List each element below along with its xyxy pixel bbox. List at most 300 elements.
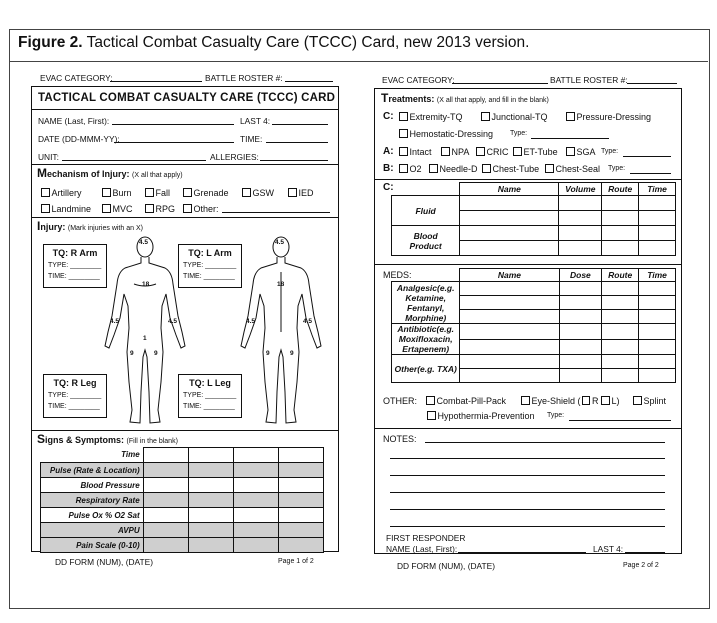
checkbox-icon[interactable] — [633, 396, 642, 405]
front-roster-field[interactable] — [285, 81, 333, 82]
moi-artillery-label: Artillery — [51, 188, 82, 198]
tq-r-leg-box[interactable] — [43, 374, 107, 418]
num-arm-front-l: 4.5 — [168, 318, 178, 325]
notes-line[interactable] — [390, 458, 665, 459]
meds-cell[interactable] — [602, 282, 639, 296]
figure-caption — [18, 34, 529, 52]
signs-cell[interactable] — [188, 448, 233, 463]
notes-line[interactable] — [425, 442, 665, 443]
signs-cell[interactable] — [233, 478, 278, 493]
injury-cap: I — [37, 219, 41, 233]
opt-needle-d[interactable] — [429, 164, 478, 174]
injury-heading — [37, 219, 143, 233]
meds-cell[interactable] — [639, 324, 676, 340]
signs-row-avpu — [41, 523, 324, 538]
opt-pressure-dressing[interactable] — [566, 112, 651, 122]
checkbox-icon[interactable] — [183, 204, 192, 213]
opt-hemostatic[interactable] — [399, 129, 493, 139]
signs-cell[interactable] — [143, 478, 188, 493]
meds-header-dose: Dose — [559, 269, 602, 282]
treat-rest: reatments: — [388, 94, 435, 104]
checkbox-icon[interactable] — [145, 188, 154, 197]
num-head-back: 4.5 — [275, 239, 285, 246]
opt-et-tube-label: ET-Tube — [523, 147, 558, 157]
num-arm-back-r: 4.5 — [246, 318, 256, 325]
analgesic-row-label — [392, 282, 460, 324]
treat-cap: T — [381, 91, 389, 105]
signs-label: Respiratory Rate — [41, 493, 144, 508]
meds-label: MEDS: — [383, 270, 412, 280]
opt-extremity-tq[interactable] — [399, 112, 463, 122]
checkbox-icon[interactable] — [242, 188, 251, 197]
meds-cell[interactable] — [460, 369, 559, 383]
opt-combat-pill-pack-label: Combat-Pill-Pack — [436, 396, 507, 406]
checkbox-icon[interactable] — [601, 396, 610, 405]
moi-other-field[interactable] — [222, 212, 330, 213]
fluid-cell[interactable] — [602, 226, 639, 241]
num-head-front: 4.5 — [139, 239, 149, 246]
tq-l-leg-type: TYPE: ________ — [183, 392, 237, 399]
signs-cell[interactable] — [143, 493, 188, 508]
checkbox-icon[interactable] — [427, 411, 436, 420]
meds-cell[interactable] — [460, 296, 559, 310]
checkbox-icon[interactable] — [513, 147, 522, 156]
opt-intact[interactable] — [399, 147, 432, 157]
opt-npa[interactable] — [441, 147, 469, 157]
figure-title: Tactical Combat Casualty Care (TCCC) Card, new 2013 version. — [86, 34, 530, 51]
meds-header-name: Name — [460, 269, 559, 282]
notes-label: NOTES: — [383, 434, 417, 444]
signs-cell[interactable] — [143, 508, 188, 523]
checkbox-icon[interactable] — [426, 396, 435, 405]
opt-o2-label: O2 — [409, 164, 422, 174]
signs-row-bp — [41, 478, 324, 493]
opt-extremity-tq-label: Extremity-TQ — [409, 112, 463, 122]
checkbox-icon[interactable] — [41, 188, 50, 197]
notes-line[interactable] — [390, 526, 665, 527]
front-name-label: NAME (Last, First): — [38, 116, 110, 126]
signs-cell[interactable] — [188, 493, 233, 508]
fluid-cell[interactable] — [602, 196, 639, 211]
front-body-outline — [105, 237, 185, 423]
treat-hint: (X all that apply, and fill in the blank) — [436, 97, 549, 104]
meds-cell[interactable] — [559, 296, 602, 310]
signs-row-pain — [41, 538, 324, 553]
meds-cell[interactable] — [559, 310, 602, 324]
front-evac-field[interactable] — [110, 81, 202, 82]
antibiotic-examples: (e.g. Moxifloxacin, Ertapenem) — [398, 324, 455, 354]
moi-gsw-label: GSW — [252, 188, 274, 198]
back-evac-label: EVAC CATEGORY: — [382, 75, 455, 85]
meds-cell[interactable] — [639, 339, 676, 355]
analgesic-examples: (e.g. Ketamine, Fentanyl, Morphine) — [405, 282, 455, 323]
front-evac-label: EVAC CATEGORY: — [40, 73, 113, 83]
tq-r-leg-time: TIME: ________ — [48, 403, 100, 410]
num-leg-front-r: 9 — [130, 350, 134, 357]
signs-cell[interactable] — [233, 508, 278, 523]
checkbox-icon[interactable] — [145, 204, 154, 213]
fluid-cell[interactable] — [460, 241, 559, 256]
moi-ied[interactable] — [288, 188, 314, 198]
meds-cell[interactable] — [460, 282, 559, 296]
tq-r-arm-time: TIME: ________ — [48, 273, 100, 280]
checkbox-icon[interactable] — [183, 188, 192, 197]
meds-header-route: Route — [602, 269, 639, 282]
signs-row-pulse — [41, 463, 324, 478]
checkbox-icon[interactable] — [288, 188, 297, 197]
fluid-cell[interactable] — [639, 196, 676, 211]
back-treat-divider — [374, 179, 682, 180]
back-name-field[interactable] — [458, 552, 586, 553]
fluid-cell[interactable] — [460, 196, 559, 211]
front-time-label: TIME: — [240, 134, 263, 144]
signs-cell[interactable] — [188, 463, 233, 478]
checkbox-icon[interactable] — [102, 188, 111, 197]
signs-cell[interactable] — [278, 463, 323, 478]
signs-label: Pulse Ox % O2 Sat — [41, 508, 144, 523]
hypo-type-label: Type: — [547, 412, 565, 419]
opt-hypothermia-label: Hypothermia-Prevention — [437, 411, 535, 421]
opt-npa-label: NPA — [451, 147, 470, 157]
c-row-label: C: — [383, 111, 394, 122]
fluid-cell[interactable] — [559, 241, 602, 256]
meds-cell[interactable] — [639, 369, 676, 383]
fluid-cell[interactable] — [559, 196, 602, 211]
moi-gsw[interactable] — [242, 188, 274, 198]
opt-needle-d-label: Needle-D — [439, 164, 478, 174]
back-roster-field[interactable] — [627, 83, 677, 84]
moi-rpg[interactable] — [145, 204, 175, 214]
signs-row-resp — [41, 493, 324, 508]
signs-label: Pain Scale (0-10) — [41, 538, 144, 553]
injury-rest: njury: — [40, 222, 66, 232]
meds-cell[interactable] — [559, 355, 602, 369]
fluid-header-time: Time — [639, 183, 676, 196]
meds-cell[interactable] — [559, 282, 602, 296]
signs-hint: (Fill in the blank) — [126, 438, 178, 445]
fluid-header-volume: Volume — [559, 183, 602, 196]
chest-seal-type-field[interactable] — [630, 173, 671, 174]
fluid-cell[interactable] — [460, 226, 559, 241]
signs-row-time — [41, 448, 324, 463]
front-roster-label: BATTLE ROSTER #: — [205, 73, 283, 83]
num-arm-back-l: 4.5 — [303, 318, 313, 325]
notes-line[interactable] — [390, 492, 665, 493]
moi-heading — [37, 166, 183, 180]
meds-cell[interactable] — [602, 324, 639, 340]
num-leg-back-r: 9 — [266, 350, 270, 357]
tq-r-arm-type: TYPE: ________ — [48, 262, 102, 269]
moi-burn[interactable] — [102, 188, 132, 198]
signs-cell[interactable] — [188, 478, 233, 493]
opt-combat-pill-pack[interactable] — [426, 396, 506, 406]
blood-product-row-label: Blood Product — [392, 226, 460, 256]
num-torso-back: 18 — [277, 281, 285, 288]
meds-header-time: Time — [639, 269, 676, 282]
tq-l-leg-time: TIME: ________ — [183, 403, 235, 410]
checkbox-icon[interactable] — [521, 396, 530, 405]
moi-artillery[interactable] — [41, 188, 82, 198]
signs-cell[interactable] — [233, 463, 278, 478]
checkbox-icon[interactable] — [102, 204, 111, 213]
opt-eye-r-label: R — [592, 396, 599, 406]
signs-rest: igns & Symptoms: — [45, 435, 125, 445]
signs-label: Blood Pressure — [41, 478, 144, 493]
fluid-header-name: Name — [460, 183, 559, 196]
meds-cell[interactable] — [602, 339, 639, 355]
meds-cell[interactable] — [460, 310, 559, 324]
back-other-divider — [374, 428, 682, 429]
b-row-label: B: — [383, 163, 394, 174]
back-roster-label: BATTLE ROSTER #: — [550, 75, 628, 85]
tq-l-arm-title: TQ: L Arm — [188, 248, 232, 258]
tq-l-leg-box[interactable] — [178, 374, 242, 418]
checkbox-icon[interactable] — [399, 129, 408, 138]
meds-cell[interactable] — [460, 355, 559, 369]
opt-o2[interactable] — [399, 164, 422, 174]
sga-type-label: Type: — [601, 148, 619, 155]
signs-cell[interactable] — [278, 523, 323, 538]
meds-cell[interactable] — [639, 296, 676, 310]
opt-chest-seal-label: Chest-Seal — [555, 164, 601, 174]
other-med-row-label — [392, 355, 460, 383]
tq-l-arm-time: TIME: ________ — [183, 273, 235, 280]
moi-landmine-label: Landmine — [51, 204, 92, 214]
signs-cell[interactable] — [143, 448, 188, 463]
front-moi-divider — [31, 217, 339, 218]
signs-cell[interactable] — [233, 523, 278, 538]
fluid-cell[interactable] — [639, 211, 676, 226]
fluid-row-label: Fluid — [392, 196, 460, 226]
opt-sga[interactable] — [566, 147, 596, 157]
signs-cell[interactable] — [278, 508, 323, 523]
signs-heading — [37, 432, 178, 446]
opt-cric[interactable] — [476, 147, 509, 157]
moi-landmine[interactable] — [41, 204, 91, 214]
signs-cap: S — [37, 432, 46, 446]
opt-cric-label: CRIC — [486, 147, 509, 157]
moi-fall[interactable] — [145, 188, 170, 198]
moi-mvc-label: MVC — [112, 204, 133, 214]
front-page-label: Page 1 of 2 — [278, 558, 314, 565]
tq-l-arm-box[interactable] — [178, 244, 242, 288]
checkbox-icon[interactable] — [399, 147, 408, 156]
meds-table — [391, 268, 676, 383]
treatments-heading — [381, 91, 549, 105]
signs-cell[interactable] — [188, 538, 233, 553]
opt-splint[interactable] — [633, 396, 666, 406]
sga-type-field[interactable] — [623, 156, 671, 157]
back-evac-field[interactable] — [452, 83, 548, 84]
front-time-field[interactable] — [266, 142, 328, 143]
front-injury-divider — [31, 430, 339, 431]
checkbox-icon[interactable] — [566, 112, 575, 121]
back-fluid-divider — [374, 264, 682, 265]
caption-divider — [9, 61, 708, 62]
back-last4-field[interactable] — [625, 552, 665, 553]
moi-mvc[interactable] — [102, 204, 133, 214]
num-leg-front-l: 9 — [154, 350, 158, 357]
front-info-divider — [31, 164, 339, 165]
checkbox-icon[interactable] — [481, 112, 490, 121]
moi-burn-label: Burn — [112, 188, 132, 198]
front-last4-field[interactable] — [272, 124, 328, 125]
fluid-cell[interactable] — [460, 211, 559, 226]
other-med-name: Other — [394, 363, 418, 374]
opt-chest-tube-label: Chest-Tube — [492, 164, 540, 174]
checkbox-icon[interactable] — [429, 164, 438, 173]
fluid-cell[interactable] — [559, 211, 602, 226]
checkbox-icon[interactable] — [545, 164, 554, 173]
antibiotic-name: Antibiotic — [397, 324, 437, 334]
meds-cell[interactable] — [559, 369, 602, 383]
chest-seal-type-label: Type: — [608, 165, 626, 172]
meds-cell[interactable] — [460, 339, 559, 355]
opt-hemostatic-label: Hemostatic-Dressing — [409, 129, 494, 139]
tq-r-leg-type: TYPE: ________ — [48, 392, 102, 399]
moi-grenade-label: Grenade — [193, 188, 229, 198]
figure-label: Figure 2. — [18, 34, 83, 51]
signs-cell[interactable] — [278, 448, 323, 463]
fluid-cell[interactable] — [639, 241, 676, 256]
checkbox-icon[interactable] — [482, 164, 491, 173]
signs-label: AVPU — [41, 523, 144, 538]
signs-cell[interactable] — [143, 523, 188, 538]
moi-grenade[interactable] — [183, 188, 229, 198]
back-page-label: Page 2 of 2 — [623, 562, 659, 569]
checkbox-icon[interactable] — [582, 396, 591, 405]
opt-intact-label: Intact — [409, 147, 432, 157]
signs-cell[interactable] — [143, 463, 188, 478]
opt-eye-l-label: L) — [611, 396, 620, 406]
front-title-divider — [31, 109, 339, 110]
tq-r-leg-title: TQ: R Leg — [53, 378, 97, 388]
meds-cell[interactable] — [602, 310, 639, 324]
moi-hint: (X all that apply) — [132, 172, 183, 179]
opt-eye-shield-label: Eye-Shield ( — [531, 396, 581, 406]
signs-cell[interactable] — [278, 478, 323, 493]
notes-line[interactable] — [390, 475, 665, 476]
meds-cell[interactable] — [639, 355, 676, 369]
fluid-cell[interactable] — [602, 241, 639, 256]
other-label: OTHER: — [383, 396, 418, 406]
fluid-cell[interactable] — [602, 211, 639, 226]
moi-ied-label: IED — [298, 188, 314, 198]
front-unit-field[interactable] — [62, 160, 206, 161]
signs-cell[interactable] — [233, 448, 278, 463]
front-allergies-field[interactable] — [260, 160, 328, 161]
tq-r-arm-box[interactable] — [43, 244, 107, 288]
meds-cell[interactable] — [639, 310, 676, 324]
fluid-cell[interactable] — [639, 226, 676, 241]
checkbox-icon[interactable] — [441, 147, 450, 156]
checkbox-icon[interactable] — [399, 164, 408, 173]
checkbox-icon[interactable] — [476, 147, 485, 156]
hemo-type-label: Type: — [510, 130, 528, 137]
opt-junctional-tq[interactable] — [481, 112, 548, 122]
signs-cell[interactable] — [278, 538, 323, 553]
signs-cell[interactable] — [188, 508, 233, 523]
checkbox-icon[interactable] — [41, 204, 50, 213]
moi-fall-label: Fall — [155, 188, 171, 198]
opt-sga-label: SGA — [576, 147, 596, 157]
meds-cell[interactable] — [602, 296, 639, 310]
front-last4-label: LAST 4: — [240, 116, 271, 126]
fluid-header-route: Route — [602, 183, 639, 196]
back-form-label: DD FORM (NUM), (DATE) — [397, 561, 496, 571]
signs-cell[interactable] — [188, 523, 233, 538]
tq-l-arm-type: TYPE: ________ — [183, 262, 237, 269]
signs-cell[interactable] — [233, 538, 278, 553]
first-responder-label: FIRST RESPONDER — [386, 533, 466, 543]
front-name-field[interactable] — [112, 124, 234, 125]
signs-label: Time — [41, 448, 144, 463]
opt-pressure-dressing-label: Pressure-Dressing — [576, 112, 652, 122]
front-date-label: DATE (DD-MMM-YY): — [38, 134, 120, 144]
front-card-title: TACTICAL COMBAT CASUALTY CARE (TCCC) CARD — [38, 92, 336, 104]
moi-rest: echanism of Injury: — [47, 169, 130, 179]
num-arm-front-r: 4.5 — [110, 318, 120, 325]
antibiotic-row-label — [392, 324, 460, 355]
meds-cell[interactable] — [602, 355, 639, 369]
opt-chest-tube[interactable] — [482, 164, 539, 174]
a-row-label: A: — [383, 146, 394, 157]
opt-hypothermia[interactable] — [427, 411, 535, 421]
signs-cell[interactable] — [233, 493, 278, 508]
front-date-field[interactable] — [114, 142, 234, 143]
signs-label: Pulse (Rate & Location) — [41, 463, 144, 478]
other-med-examples: (e.g. TXA) — [417, 363, 457, 374]
front-allergies-label: ALLERGIES: — [210, 152, 259, 162]
num-leg-back-l: 9 — [290, 350, 294, 357]
hypo-type-field[interactable] — [569, 420, 671, 421]
meds-cell[interactable] — [460, 324, 559, 340]
back-body-outline — [241, 237, 321, 423]
meds-cell[interactable] — [559, 324, 602, 340]
meds-cell[interactable] — [639, 282, 676, 296]
c-table-label: C: — [383, 182, 394, 193]
moi-cap: M — [37, 166, 47, 180]
opt-eye-shield[interactable] — [521, 396, 620, 406]
signs-table — [40, 447, 324, 553]
signs-cell[interactable] — [143, 538, 188, 553]
back-last4-label: LAST 4: — [593, 544, 624, 554]
moi-other[interactable] — [183, 204, 219, 214]
fluid-cell[interactable] — [559, 226, 602, 241]
checkbox-icon[interactable] — [566, 147, 575, 156]
notes-line[interactable] — [390, 509, 665, 510]
opt-et-tube[interactable] — [513, 147, 558, 157]
meds-cell[interactable] — [602, 369, 639, 383]
tq-r-arm-title: TQ: R Arm — [52, 248, 98, 258]
opt-junctional-tq-label: Junctional-TQ — [491, 112, 548, 122]
num-torso-front: 18 — [142, 281, 150, 288]
meds-cell[interactable] — [559, 339, 602, 355]
fluid-table — [391, 182, 676, 256]
back-name-label: NAME (Last, First): — [386, 544, 458, 554]
tq-l-leg-title: TQ: L Leg — [189, 378, 231, 388]
num-groin: 1 — [143, 335, 147, 342]
signs-cell[interactable] — [278, 493, 323, 508]
hemo-type-field[interactable] — [531, 138, 609, 139]
injury-hint: (Mark injuries with an X) — [67, 225, 143, 232]
front-unit-label: UNIT: — [38, 152, 59, 162]
opt-chest-seal[interactable] — [545, 164, 600, 174]
checkbox-icon[interactable] — [399, 112, 408, 121]
signs-row-spo2 — [41, 508, 324, 523]
moi-rpg-label: RPG — [155, 204, 176, 214]
front-form-label: DD FORM (NUM), (DATE) — [55, 557, 154, 567]
